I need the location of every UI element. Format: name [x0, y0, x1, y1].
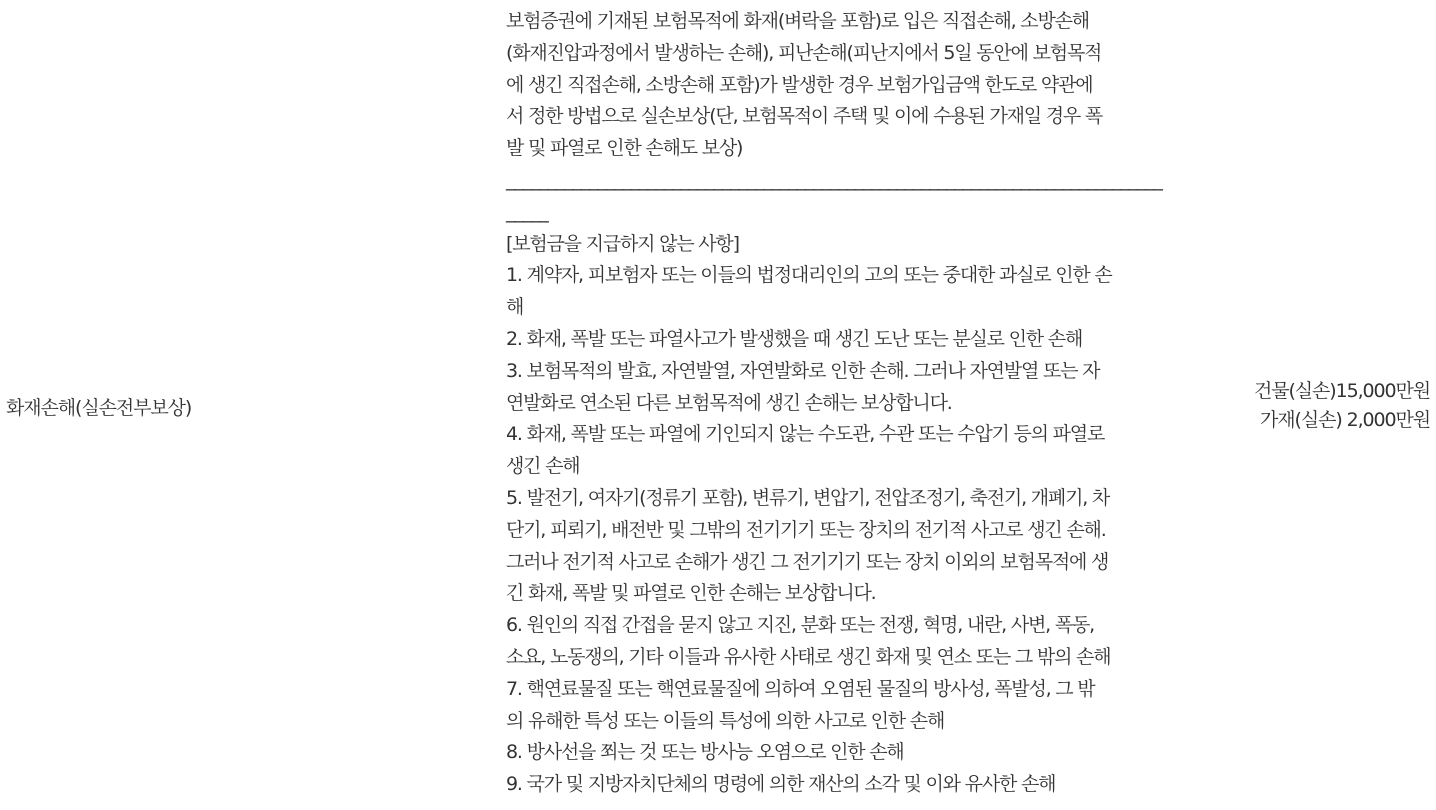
exclusion-line: 연발화로 연소된 다른 보험목적에 생긴 손해는 보상합니다. [506, 391, 952, 414]
exclusion-line: 4. 화재, 폭발 또는 파열에 기인되지 않는 수도관, 수관 또는 수압기 등의 파열로 [506, 423, 1105, 446]
detail-line: (화재진압과정에서 발생하는 손해), 피난손해(피난지에서 5일 동안에 보험목적 [506, 41, 1102, 64]
exclusion-line: 7. 핵연료물질 또는 핵연료물질에 의하여 오염된 물질의 방사성, 폭발성, 그 밖 [506, 677, 1095, 700]
exclusion-line: 긴 화재, 폭발 및 파열로 인한 손해는 보상합니다. [506, 582, 876, 605]
building-amount: 건물(실손)15,000만원 [1253, 380, 1430, 402]
separator-line: _______________________________________________________________________________ [506, 168, 1162, 191]
exclusion-line: 의 유해한 특성 또는 이들의 특성에 의한 사고로 인한 손해 [506, 709, 945, 732]
detail-line: 에 생긴 직접손해, 소방손해 포함)가 발생한 경우 보험가입금액 한도로 약관에 [506, 73, 1093, 96]
exclusion-line: 생긴 손해 [506, 455, 580, 478]
exclusion-line: 6. 원인의 직접 간접을 묻지 않고 지진, 분화 또는 전쟁, 혁명, 내란, 사변, 폭동, [506, 614, 1094, 637]
exclusions-heading: [보험금을 지급하지 않는 사항] [506, 232, 739, 255]
exclusion-line: 단기, 피뢰기, 배전반 및 그밖의 전기기기 또는 장치의 전기적 사고로 생긴 손해. [506, 518, 1106, 541]
detail-line: 보험증권에 기재된 보험목적에 화재(벼락을 포함)로 입은 직접손해, 소방손해 [506, 10, 1089, 32]
exclusion-line: 5. 발전기, 여자기(정류기 포함), 변류기, 변압기, 전압조정기, 축전기, 개폐기, 차 [506, 486, 1110, 509]
exclusion-line: 8. 방사선을 쬐는 것 또는 방사능 오염으로 인한 손해 [506, 741, 904, 764]
contents-amount: 가재(실손) 2,000만원 [1260, 409, 1430, 431]
coverage-name: 화재손해(실손전부보상) [6, 397, 192, 419]
coverage-amount [1254, 377, 1430, 435]
exclusion-line: 2. 화재, 폭발 또는 파열사고가 발생했을 때 생긴 도난 또는 분실로 인한 손해 [506, 327, 1083, 350]
exclusion-line: 3. 보험목적의 발효, 자연발열, 자연발화로 인한 손해. 그러나 자연발열 또는 자 [506, 359, 1100, 382]
separator-line: _____ [506, 200, 548, 223]
detail-line: 서 정한 방법으로 실손보상(단, 보험목적이 주택 및 이에 수용된 가재일 경우 폭 [506, 105, 1103, 128]
exclusion-line: 소요, 노동쟁의, 기타 이들과 유사한 사태로 생긴 화재 및 연소 또는 그 밖의 손해 [506, 645, 1111, 668]
coverage-detail [506, 6, 1166, 801]
detail-line: 발 및 파열로 인한 손해도 보상) [506, 137, 743, 160]
exclusion-line: 그러나 전기적 사고로 손해가 생긴 그 전기기기 또는 장치 이외의 보험목적에 생 [506, 550, 1109, 573]
exclusion-line: 해 [506, 296, 524, 319]
exclusion-line: 1. 계약자, 피보험자 또는 이들의 법정대리인의 고의 또는 중대한 과실로 인한 손 [506, 264, 1112, 287]
exclusion-line: 9. 국가 및 지방자치단체의 명령에 의한 재산의 소각 및 이와 유사한 손해 [506, 773, 1056, 796]
